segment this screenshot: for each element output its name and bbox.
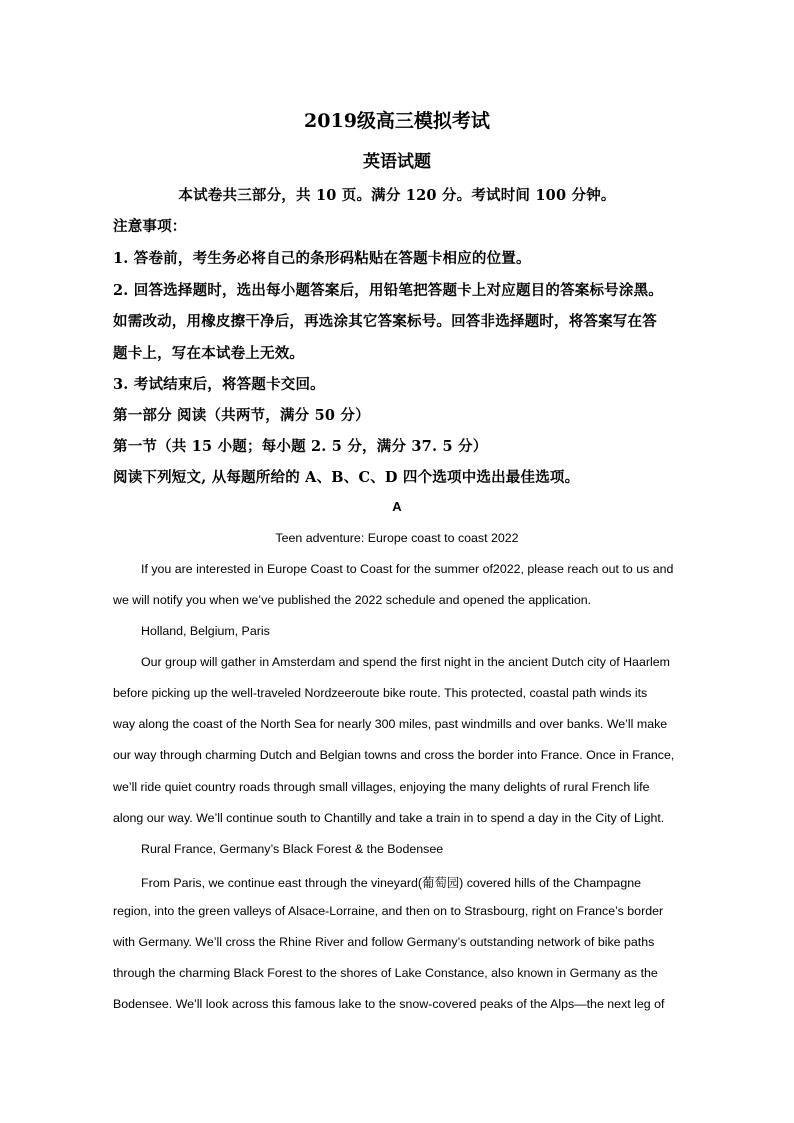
- subheading-holland: Holland, Belgium, Paris: [141, 624, 270, 638]
- note-item-2-line-1: 2. 回答选择题时，选出每小题答案后，用铅笔把答题卡上对应题目的答案标号涂黑。: [113, 282, 663, 299]
- notes-heading: 注意事项：: [113, 218, 187, 235]
- passage-letter: A: [392, 499, 402, 514]
- exam-subtitle: 英语试题: [363, 152, 431, 172]
- paragraph-2-line-3: way along the coast of the North Sea for nearly 300 miles, past windmills and over banks. We’ll make: [113, 717, 668, 731]
- note-item-2-line-3: 题卡上，写在本试卷上无效。: [113, 345, 305, 362]
- note-item-1: 1. 答卷前，考生务必将自己的条形码粘贴在答题卡相应的位置。: [113, 250, 531, 267]
- paragraph-3-line-2: region, into the green valleys of Alsace-Lorraine, and then on to Strasbourg, right on France’s border: [113, 904, 664, 918]
- paragraph-3-line-3: with Germany. We’ll cross the Rhine River and follow Germany’s outstanding network of bike paths: [113, 935, 655, 949]
- exam-title: 2019级高三模拟考试: [304, 110, 490, 132]
- paragraph-2-line-1: Our group will gather in Amsterdam and spend the first night in the ancient Dutch city of Haarlem: [141, 655, 670, 669]
- note-item-3: 3. 考试结束后，将答题卡交回。: [113, 376, 325, 393]
- paragraph-2-line-2: before picking up the well-traveled Nordzeeroute bike route. This protected, coastal path winds its: [113, 686, 648, 700]
- subheading-rural-france: Rural France, Germany’s Black Forest & the Bodensee: [141, 842, 444, 856]
- reading-instruction: 阅读下列短文, 从每题所给的 A、B、C、D 四个选项中选出最佳选项。: [113, 469, 580, 486]
- passage-title: Teen adventure: Europe coast to coast 2022: [275, 531, 519, 545]
- paragraph-3-line-1: From Paris, we continue east through the vineyard(葡萄园) covered hills of the Champagne: [141, 876, 641, 890]
- section-1-heading: 第一节（共 15 小题；每小题 2. 5 分，满分 37. 5 分）: [113, 438, 488, 455]
- exam-info: 本试卷共三部分，共 10 页。满分 120 分。考试时间 100 分钟。: [178, 187, 616, 204]
- paragraph-3-line-5: Bodensee. We’ll look across this famous lake to the snow-covered peaks of the Alps—the next leg of: [113, 997, 665, 1011]
- paragraph-2-line-4: our way through charming Dutch and Belgian towns and cross the border into France. Once in France,: [113, 748, 675, 762]
- note-item-2-line-2: 如需改动，用橡皮擦干净后，再选涂其它答案标号。回答非选择题时，将答案写在答: [113, 313, 657, 330]
- part-1-heading: 第一部分 阅读（共两节，满分 50 分）: [113, 407, 370, 424]
- paragraph-3-line-4: through the charming Black Forest to the shores of Lake Constance, also known in Germany as the: [113, 966, 658, 980]
- paragraph-2-line-6: along our way. We’ll continue south to Chantilly and take a train in to spend a day in the City of Light.: [113, 811, 665, 825]
- paragraph-1-line-1: If you are interested in Europe Coast to Coast for the summer of2022, please reach out to us and: [141, 562, 674, 576]
- paragraph-2-line-5: we’ll ride quiet country roads through small villages, enjoying the many delights of rural French life: [113, 780, 650, 794]
- paragraph-1-line-2: we will notify you when we’ve published the 2022 schedule and opened the application.: [113, 593, 592, 607]
